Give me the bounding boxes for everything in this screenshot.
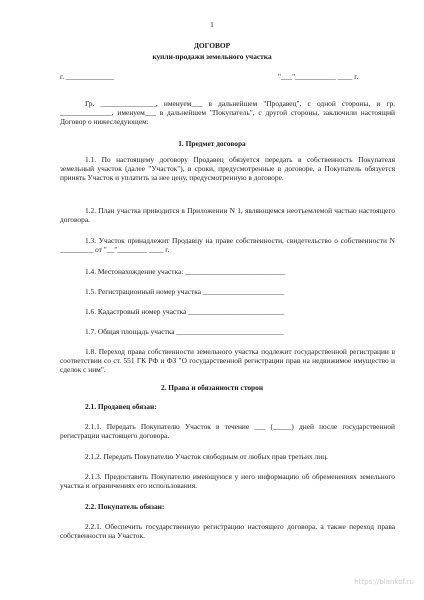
document-subtitle: купли-продажи земельного участка [152,52,272,61]
clause-1-4: 1.4. Местонахождение участка: ___________________________ [85,267,285,276]
clause-1-7: 1.7. Общая площадь участка _____________________________ [85,327,284,336]
intro-paragraph: Гр. _______________, именуем___ в дальнейшем "Продавец", с одной стороны, и гр. ______________, именуем___ в дальнейшем "Покупатель", с другой стороны, заключили настоящий Договор о нижеследующем: [60,99,395,126]
clause-1-8: 1.8. Переход права собственности земельного участка подлежит государственной регистрации в соответствии со ст. 551 ГК РФ и ФЗ "О государственной регистрации прав на недвижимое имущество и сделок с ним". [60,347,395,374]
page-number: 1 [210,20,214,29]
clause-1-1: 1.1. По настоящему договору Продавец обязуется передать в собственность Покупателя земельный участок (далее "Участок"), в сроки, предусмотренные в договоре, а Покупатель обязуется принять Участок и уплатить за нее цену, предусмотренную в договоре. [60,155,395,182]
watermark: https://blankof.ru [354,578,414,586]
clause-2-1-2: 2.1.2. Передать Покупателю Участок свободным от любых прав третьих лиц. [85,452,328,461]
clause-1-2: 1.2. План участка приводится в Приложении N 1, являющемся неотъемлемой частью настоящего договора. [60,206,395,224]
date-line: "___"___________ ____ г. [278,72,359,81]
clause-2-2-heading: 2.2. Покупатель обязан: [85,502,165,511]
clause-2-2-1: 2.2.1. Обеспечить государственную регистрацию настоящего договора, а также переход права собственности на Участок. [60,522,395,540]
section-1-heading: 1. Предмет договора [178,139,246,148]
city-line: г. _____________ [60,72,114,81]
clause-2-1-1: 2.1.1. Передать Покупателю Участок в течение ___ (_____) дней после государственной регистрации настоящего договора. [60,422,395,440]
clause-1-5: 1.5. Регистрационный номер участка ______________________ [85,287,285,296]
clause-1-3: 1.3. Участок принадлежит Продавцу на праве собственности, свидетельство о собственности N _________ от "__"________ ____ г. [60,236,395,254]
clause-1-6: 1.6. Кадастровый номер участка __________________________ [85,307,285,316]
clause-2-1-heading: 2.1. Продавец обязан: [85,402,157,411]
document-title: ДОГОВОР [193,41,231,50]
section-2-heading: 2. Права и обязанности сторон [160,383,264,392]
clause-2-1-3: 2.1.3. Предоставить Покупателю имеющуюся у него информацию об обременениях земельного участка и ограничениях его использования. [60,472,395,490]
